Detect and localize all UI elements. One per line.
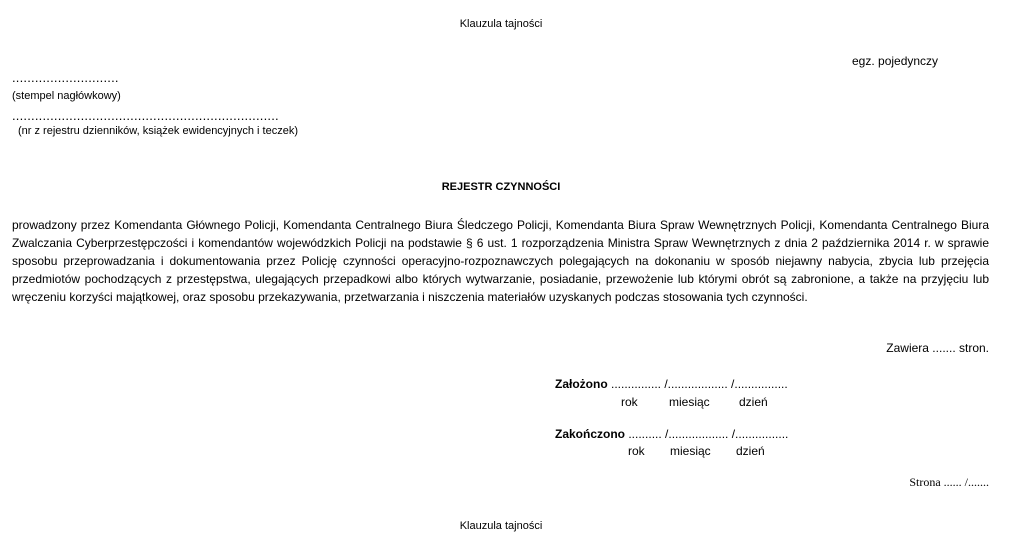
closed-day-caption: dzień xyxy=(736,444,765,458)
founded-date-fields: ............... /.................. /................ xyxy=(607,377,788,391)
founded-label: Założono xyxy=(555,377,608,391)
document-body: prowadzony przez Komendanta Głównego Policji, Komendanta Centralnego Biura Śledczego Policji, Komendanta Biura Spraw Wewnętrznych Policji, Komendanta Centralnego Biura Zwalczania Cyberprzestępczości i komendantów wojewódzkich Policji na podstawie § 6 ust. 1 rozporządzenia Ministra Spraw Wewnętrznych z dnia 2 października 2014 r. w sprawie sposobu przeprowadzania i dokumentowania przez Policję czynności operacyjno-rozpoznawczych polegających na dokonaniu w sposób niejawny nabycia, zbycia lub przejęcia przedmiotów pochodzących z przestępstwa, ulegających przepadkowi albo których wytwarzanie, posiadanie, przewożenie lub którymi obrót są zabronione, a także na przyjęciu lub wręczeniu korzyści majątkowej, oraz sposobu przekazywania, przetwarzania i niszczenia materiałów uzyskanych podczas stosowania tych czynności. xyxy=(12,218,989,304)
document-title: REJESTR CZYNNOŚCI xyxy=(441,181,561,193)
closed-label: Zakończono xyxy=(555,427,626,441)
closed-year-caption: rok xyxy=(628,444,645,458)
register-number-caption: (nr z rejestru dzienników, książek ewidencyjnych i teczek) xyxy=(18,125,299,137)
register-number-placeholder: ...................................................................... xyxy=(12,108,279,123)
header-classification: Klauzula tajności xyxy=(459,18,543,30)
founded-year-caption: rok xyxy=(621,395,638,409)
closed-month-caption: miesiąc xyxy=(670,444,711,458)
founded-date-row xyxy=(555,377,788,391)
pages-count-label: Zawiera ....... stron. xyxy=(886,341,989,355)
founded-month-caption: miesiąc xyxy=(669,395,710,409)
footer-classification: Klauzula tajności xyxy=(459,520,543,532)
stamp-caption: (stempel nagłówkowy) xyxy=(12,90,121,102)
closed-date-fields: .......... /.................. /................ xyxy=(625,427,789,441)
founded-day-caption: dzień xyxy=(739,395,768,409)
stamp-placeholder: ............................ xyxy=(12,70,119,85)
closed-date-row xyxy=(555,427,788,441)
copy-label: egz. pojedynczy xyxy=(852,54,939,68)
page-number: Strona ...... /....... xyxy=(909,475,989,489)
